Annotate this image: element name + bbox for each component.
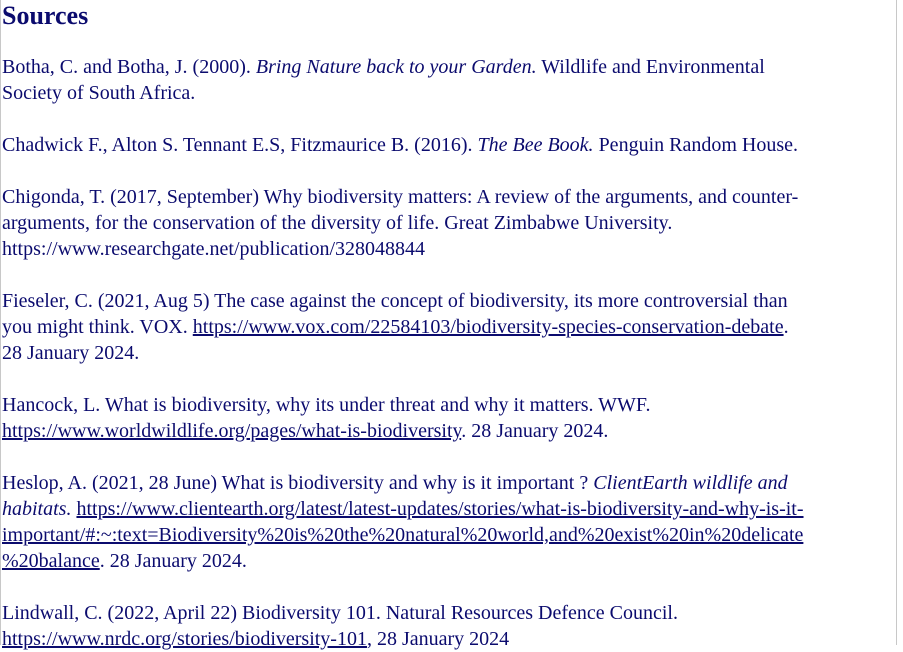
reference-lindwall: [2, 600, 896, 652]
ref-url-text: https://www.researchgate.net/publication/328048844: [2, 238, 426, 260]
ref-link-clientearth-end[interactable]: %20balance: [2, 550, 100, 572]
ref-authors: Chadwick F., Alton S. Tennant E.S, Fitzmaurice B. (2016).: [2, 134, 473, 156]
ref-publisher: Penguin Random House.: [598, 134, 798, 156]
reference-hancock: [2, 392, 896, 444]
reference-chigonda: [2, 184, 896, 262]
reference-heslop: [2, 470, 896, 574]
ref-link-nrdc[interactable]: https://www.nrdc.org/stories/biodiversity-101: [2, 628, 367, 650]
page-title: Sources: [2, 1, 89, 30]
ref-link-vox[interactable]: https://www.vox.com/22584103/biodiversity-species-conservation-debate: [192, 316, 784, 338]
ref-accessed: . 28 January 2024.: [461, 420, 609, 442]
ref-title: ClientEarth wildlife and: [593, 472, 788, 494]
ref-link-clientearth[interactable]: https://www.clientearth.org/latest/latest-updates/stories/what-is-biodiversity-and-why-is-it-: [76, 498, 804, 520]
ref-accessed: . 28 January 2024.: [99, 550, 247, 572]
ref-line: Lindwall, C. (2022, April 22) Biodiversity 101. Natural Resources Defence Council.: [2, 602, 678, 624]
ref-title-cont: habitats.: [2, 498, 72, 520]
reference-fieseler: [2, 288, 896, 366]
ref-publisher: you might think. VOX.: [2, 316, 188, 338]
ref-link-wwf[interactable]: https://www.worldwildlife.org/pages/what-is-biodiversity: [2, 420, 462, 442]
ref-publisher: Wildlife and Environmental: [541, 56, 765, 78]
ref-line: Chigonda, T. (2017, September) Why biodiversity matters: A review of the arguments, and counter-: [2, 186, 799, 208]
ref-accessed: , 28 January 2024: [366, 628, 510, 650]
ref-accessed: 28 January 2024.: [2, 342, 140, 364]
ref-authors: Botha, C. and Botha, J. (2000).: [2, 56, 251, 78]
ref-line: Fieseler, C. (2021, Aug 5) The case against the concept of biodiversity, its more controversial than: [2, 290, 788, 312]
ref-line: arguments, for the conservation of the diversity of life. Great Zimbabwe University.: [2, 212, 673, 234]
ref-link-clientearth-cont[interactable]: important/#:~:text=Biodiversity%20is%20the%20natural%20world,and%20exist%20in%20delicate: [2, 524, 804, 546]
reference-chadwick: [2, 132, 896, 158]
ref-title: Bring Nature back to your Garden.: [255, 56, 537, 78]
ref-title: The Bee Book.: [477, 134, 594, 156]
ref-punct: .: [783, 316, 789, 338]
reference-botha: [2, 54, 896, 106]
ref-line: Hancock, L. What is biodiversity, why its under threat and why it matters. WWF.: [2, 394, 651, 416]
ref-line: Heslop, A. (2021, 28 June) What is biodiversity and why is it important ?: [2, 472, 589, 494]
ref-publisher-cont: Society of South Africa.: [2, 82, 196, 104]
